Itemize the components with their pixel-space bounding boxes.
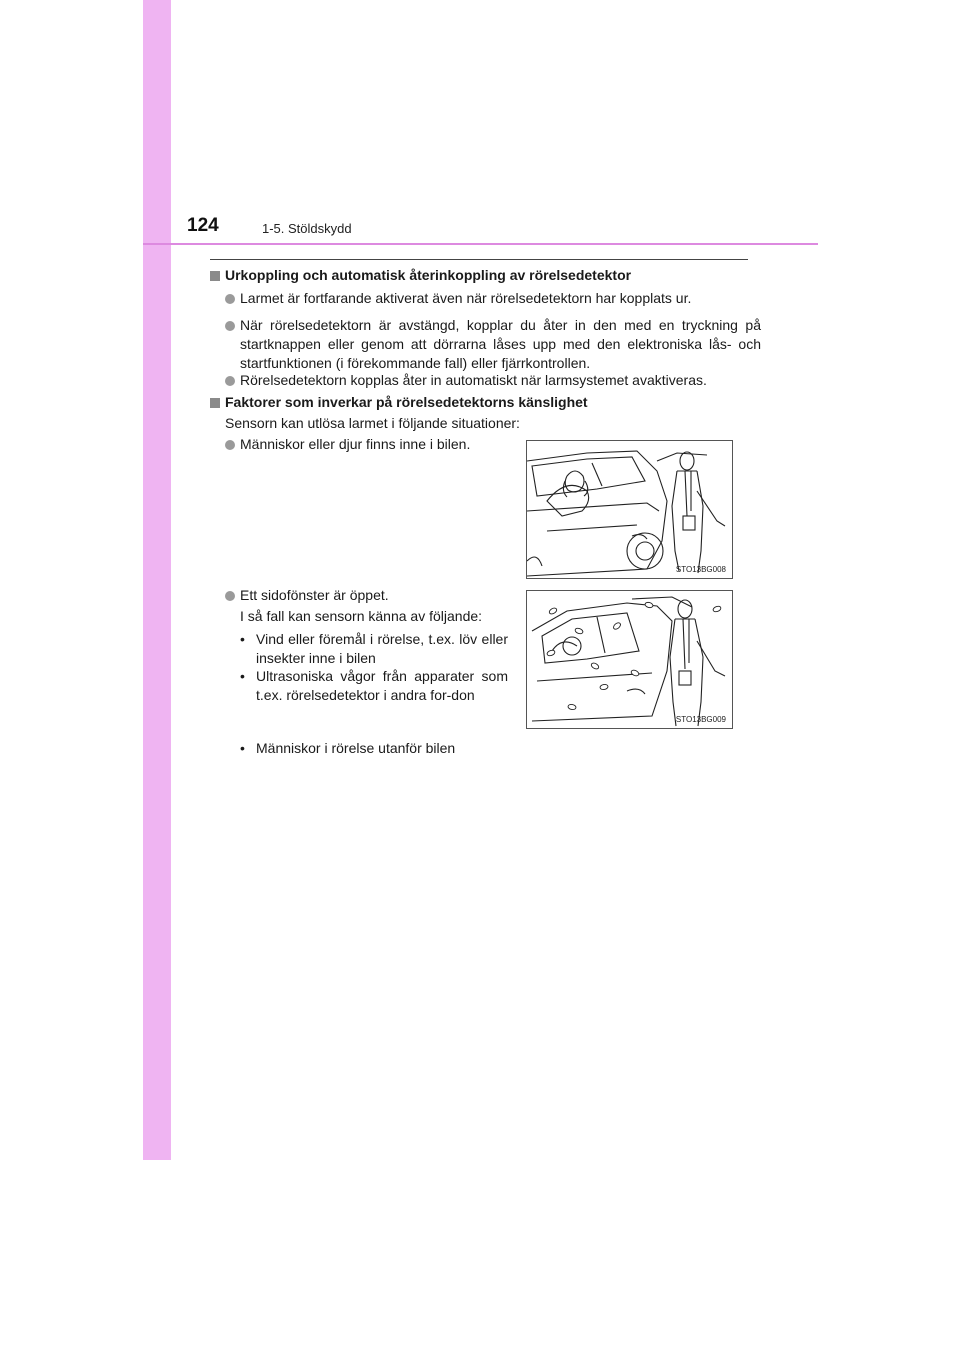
illustration-dog-in-car bbox=[526, 440, 733, 579]
bullet-dot-icon bbox=[225, 294, 235, 304]
bullet-dot-icon bbox=[225, 321, 235, 331]
section-heading-2: Faktorer som inverkar på rörelsedetektorns känslighet bbox=[210, 393, 755, 412]
sub-list-item: • Människor i rörelse utanför bilen bbox=[240, 740, 456, 756]
car-dog-illustration bbox=[527, 441, 732, 578]
sub-bullet: • bbox=[240, 631, 245, 647]
sub-list-item: • Ultrasoniska vågor från apparater som t.ex. rörelsedetektor i andra for-don bbox=[240, 668, 508, 703]
section-intro: Sensorn kan utlösa larmet i följande situationer: bbox=[225, 415, 520, 431]
header-rule bbox=[143, 243, 818, 245]
section-title: 1-5. Stöldskydd bbox=[262, 221, 352, 236]
bullet-dot-icon bbox=[225, 440, 235, 450]
section-heading-1: Urkoppling och automatisk återinkoppling av rörelsedetektor bbox=[210, 266, 755, 285]
list-item: Rörelsedetektorn kopplas åter in automatiskt när larmsystemet avaktiveras. bbox=[225, 371, 755, 390]
sub-bullet: • bbox=[240, 668, 245, 684]
list-item: Larmet är fortfarande aktiverat även när rörelsedetektorn har kopplats ur. bbox=[225, 289, 755, 308]
illustration-open-window bbox=[526, 590, 733, 729]
square-bullet-icon bbox=[210, 271, 220, 281]
open-window-illustration bbox=[527, 591, 732, 728]
section-divider bbox=[210, 259, 748, 260]
sub-intro: I så fall kan sensorn känna av följande: bbox=[240, 608, 483, 624]
square-bullet-icon bbox=[210, 398, 220, 408]
figure-label: STO13BG008 bbox=[675, 565, 726, 574]
bullet-dot-icon bbox=[225, 591, 235, 601]
list-item: Människor eller djur finns inne i bilen. bbox=[225, 435, 505, 454]
sub-bullet: • bbox=[240, 740, 245, 756]
list-item: Ett sidofönster är öppet. bbox=[225, 586, 505, 605]
page-number: 124 bbox=[187, 215, 219, 236]
bullet-dot-icon bbox=[225, 376, 235, 386]
list-item: När rörelsedetektorn är avstängd, kopplar du åter in den med en tryckning på startknappen eller genom att dörrarna låses upp med den elektroniska lås- och startfunktionen (i förekommande fall) eller fjärrkontrollen. bbox=[225, 316, 761, 373]
side-color-strip bbox=[143, 0, 171, 1160]
figure-label: STO13BG009 bbox=[675, 715, 726, 724]
sub-list-item: • Vind eller föremål i rörelse, t.ex. löv eller insekter inne i bilen bbox=[240, 631, 508, 666]
